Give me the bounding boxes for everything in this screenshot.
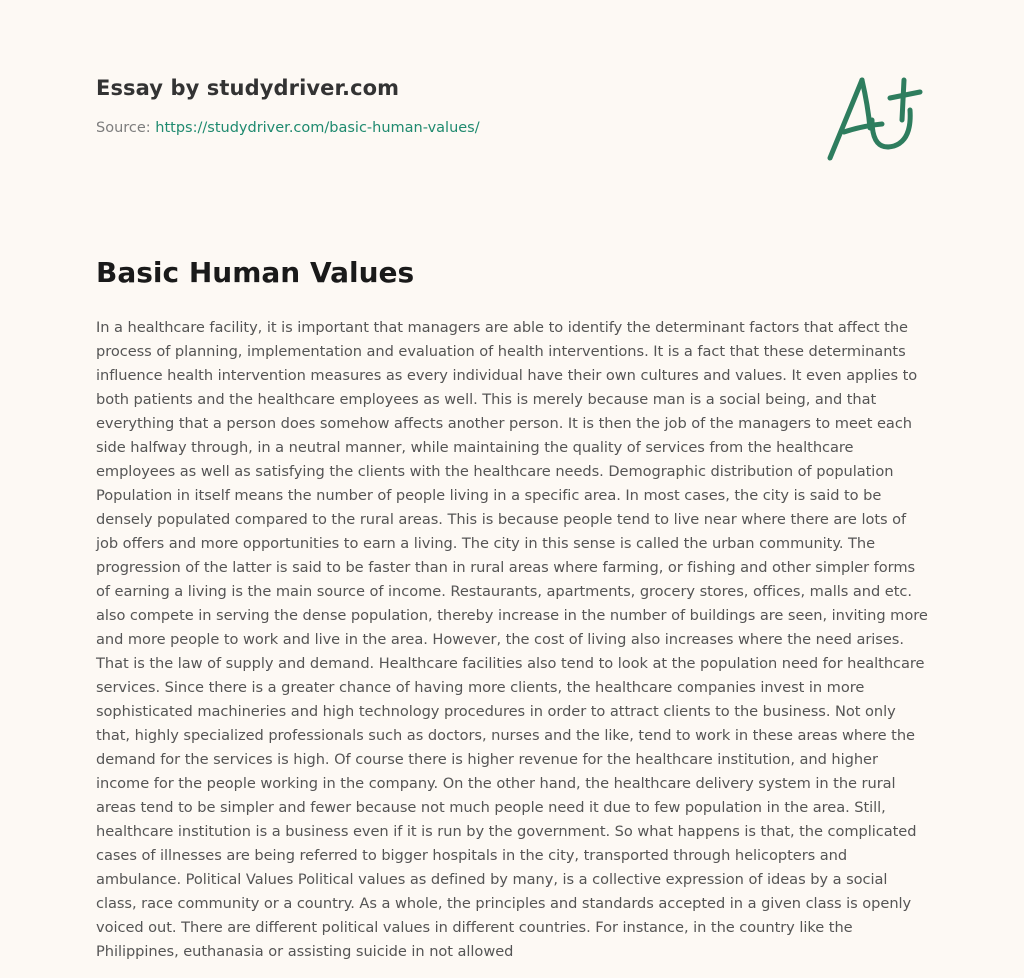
essay-title: Basic Human Values [96,256,415,289]
source-label: Source: [96,120,151,136]
a-plus-grade-icon [822,66,926,164]
site-title: Essay by studydriver.com [96,76,400,100]
essay-body: In a healthcare facility, it is important that managers are able to identify the determinant factors that affect the process of planning, implementation and evaluation of health interventions. It is a fact that these determinants influence health intervention measures as every individual have their own cultures and values. It even applies to both patients and the healthcare employees as well. This is merely because man is a social being, and that everything that a person does somehow affects another person. It is then the job of the managers to meet each side halfway through, in a neutral manner, while maintaining the quality of services from the healthcare employees as well as satisfying the clients with the healthcare needs. Demographic distribution of population Population in itself means the number of people living in a specific area. In most cases, the city is said to be densely populated compared to the rural areas. This is because people tend to live near where there are lots of job offers and more opportunities to earn a living. The city in this sense is called the urban community. The progression of the latter is said to be faster than in rural areas where farming, or fishing and other simpler forms of earning a living is the main source of income. Restaurants, apartments, grocery stores, offices, malls and etc. also compete in serving the dense population, thereby increase in the number of buildings are seen, inviting more and more people to work and live in the area. However, the cost of living also increases where the need arises. That is the law of supply and demand. Healthcare facilities also tend to look at the population need for healthcare services. Since there is a greater chance of having more clients, the healthcare companies invest in more sophisticated machineries and high technology procedures in order to attract clients to the business. Not only that, highly specialized professionals such as doctors, nurses and the like, tend to work in these areas where the demand for the services is high. Of course there is higher revenue for the healthcare institution, and higher income for the people working in the company. On the other hand, the healthcare delivery system in the rural areas tend to be simpler and fewer because not much people need it due to few population in the area. Still, healthcare institution is a business even if it is run by the government. So what happens is that, the complicated cases of illnesses are being referred to bigger hospitals in the city, transported through helicopters and ambulance. Political Values Political values as defined by many, is a collective expression of ideas by a social class, race community or a country. As a whole, the principles and standards accepted in a given class is openly voiced out. There are different political values in different countries. For instance, in the country like the Philippines, euthanasia or assisting suicide in not allowed [96,319,928,960]
page-header [96,76,796,136]
source-link[interactable]: https://studydriver.com/basic-human-values/ [155,120,480,136]
source-line [96,120,796,136]
